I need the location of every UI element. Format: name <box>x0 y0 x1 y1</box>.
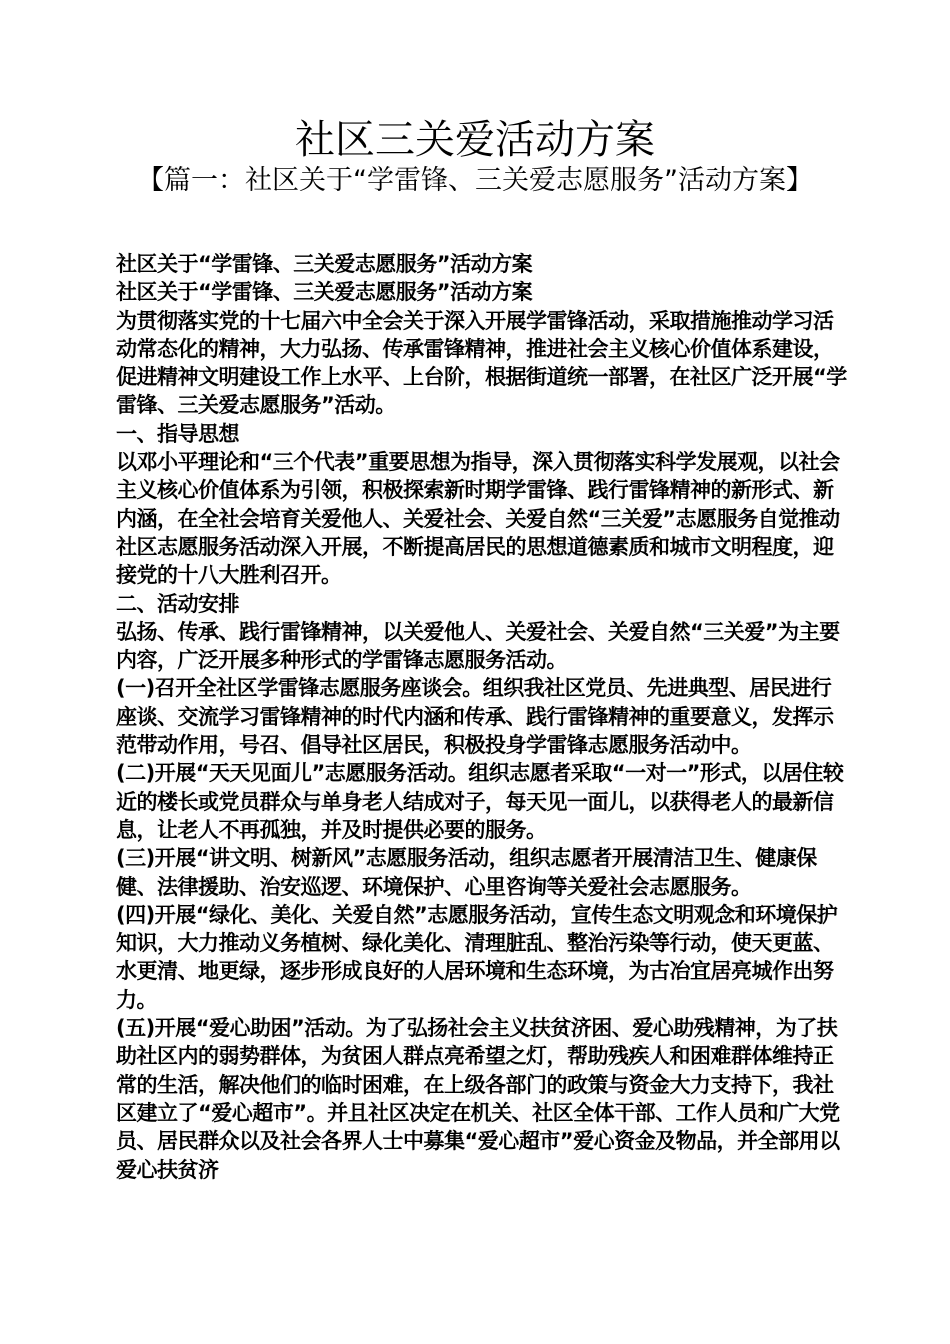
paragraph-intro: 为贯彻落实党的十七届六中全会关于深入开展学雷锋活动，采取措施推动学习活动常态化的精神，大力弘扬、传承雷锋精神，推进社会主义核心价值体系建设，促进精神文明建设工作上水平、上台阶，根据街道统一部署，在社区广泛开展“学雷锋、三关爱志愿服务”活动。 <box>116 308 847 418</box>
paragraph-item-4: (四)开展“绿化、美化、关爱自然”志愿服务活动，宣传生态文明观念和环境保护知识，大力推动义务植树、绿化美化、清理脏乱、整治污染等行动，使天更蓝、水更清、地更绿，逐步形成良好的人居环境和生态环境，为古冶宜居亮城作出努力。 <box>116 902 838 1012</box>
paragraph-item-2: (二)开展“天天见面儿”志愿服务活动。组织志愿者采取“一对一”形式，以居住较近的楼长或党员群众与单身老人结成对子，每天见一面儿，以获得老人的最新信息，让老人不再孤独，并及时提供必要的服务。 <box>116 761 844 842</box>
paragraph-activity-summary: 弘扬、传承、践行雷锋精神，以关爱他人、关爱社会、关爱自然“三关爱”为主要内容，广泛开展多种形式的学雷锋志愿服务活动。 <box>116 619 840 673</box>
paragraph-item-3: (三)开展“讲文明、树新风”志愿服务活动，组织志愿者开展清洁卫生、健康保健、法律援助、治安巡逻、环境保护、心里咨询等关爱社会志愿服务。 <box>116 846 817 899</box>
paragraph-item-1: (一)召开全社区学雷锋志愿服务座谈会。组织我社区党员、先进典型、居民进行座谈、交流学习雷锋精神的时代内涵和传承、践行雷锋精神的重要意义，发挥示范带动作用，号召、倡导社区居民，积极投身学雷锋志愿服务活动中。 <box>116 676 834 758</box>
paragraph-heading-1: 社区关于“学雷锋、三关爱志愿服务”活动方案 <box>116 252 533 276</box>
section-heading-guiding-ideology: 一、指导思想 <box>116 421 239 446</box>
document-title: 社区三关爱活动方案 <box>295 117 655 163</box>
section-heading-activity-arrangement: 二、活动安排 <box>116 591 239 616</box>
paragraph-heading-2: 社区关于“学雷锋、三关爱志愿服务”活动方案 <box>116 280 533 305</box>
document-body <box>116 250 850 1184</box>
paragraph-guiding-ideology: 以邓小平理论和“三个代表”重要思想为指导，深入贯彻落实科学发展观，以社会主义核心价值体系为引领，积极探索新时期学雷锋、践行雷锋精神的新形式、新内涵，在全社会培育关爱他人、关爱社会、关爱自然“三关爱”志愿服务自觉推动社区志愿服务活动深入开展，不断提高居民的思想道德素质和城市文明程度，迎接党的十八大胜利召开。 <box>116 450 840 588</box>
document-subtitle: 【篇一：社区关于“学雷锋、三关爱志愿服务”活动方案】 <box>137 165 813 196</box>
paragraph-item-5: (五)开展“爱心助困”活动。为了弘扬社会主义扶贫济困、爱心助残精神，为了扶助社区内的弱势群体，为贫困人群点亮希望之灯，帮助残疾人和困难群体维持正常的生活，解决他们的临时困难，在上级各部门的政策与资金大力支持下，我社区建立了“爱心超市”。并且社区决定在机关、社区全体干部、工作人员和广大党员、居民群众以及社会各界人士中募集“爱心超市”爱心资金及物品，并全部用以爱心扶贫济 <box>116 1016 840 1182</box>
